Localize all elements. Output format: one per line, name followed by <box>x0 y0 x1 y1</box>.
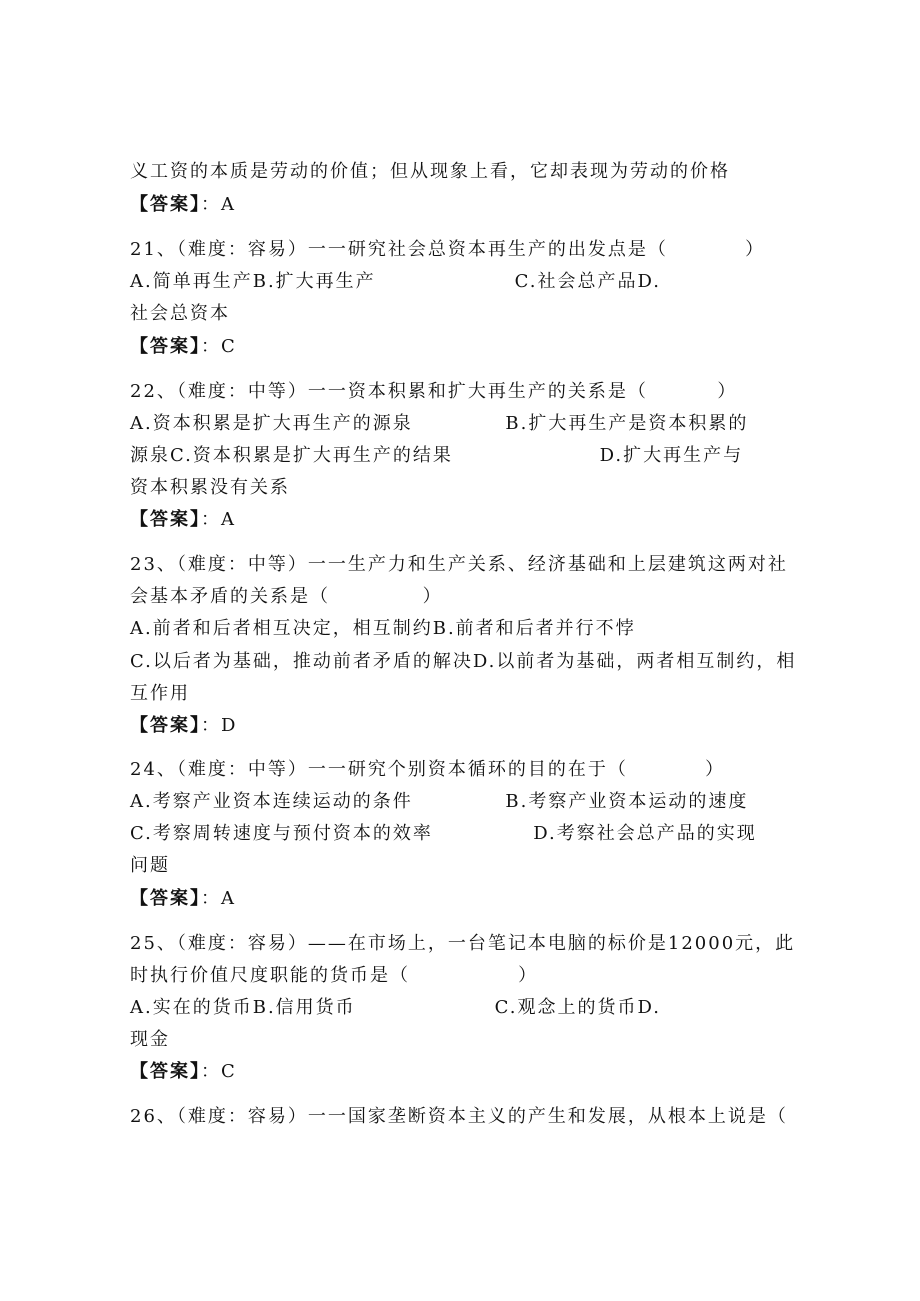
question-24-options-cont: C.考察周转速度与预付资本的效率 D.考察社会总产品的实现 <box>130 823 757 844</box>
question-23-options: A.前者和后者相互决定，相互制约B.前者和后者并行不悖 <box>130 618 636 639</box>
question-23-options-cont: C.以后者为基础，推动前者矛盾的解决D.以前者为基础，两者相互制约，相 <box>130 651 797 672</box>
question-23-answer <box>130 714 237 738</box>
question-21-options-cont: 社会总资本 <box>130 303 230 324</box>
question-23-stem-cont: 会基本矛盾的关系是（ ） <box>130 586 443 607</box>
answer-label: 【答案】 <box>130 509 201 530</box>
question-21-stem: 21、（难度：容易）一一研究社会总资本再生产的出发点是（ ） <box>130 239 766 260</box>
answer-value: ：A <box>201 509 236 530</box>
question-25-options: A.实在的货币B.信用货币 C.观念上的货币D. <box>130 997 662 1018</box>
question-21-options: A.简单再生产B.扩大再生产 C.社会总产品D. <box>130 271 662 292</box>
question-22-options-cont: 源泉C.资本积累是扩大再生产的结果 D.扩大再生产与 <box>130 445 744 466</box>
question-25-answer <box>130 1060 237 1084</box>
question-26-stem: 26、（难度：容易）一一国家垄断资本主义的产生和发展，从根本上说是（ <box>130 1106 788 1127</box>
answer-value: ：C <box>201 336 237 357</box>
answer-label: 【答案】 <box>130 336 201 357</box>
answer-value: ：A <box>201 888 236 909</box>
answer-value: ：D <box>201 715 238 736</box>
question-21-answer <box>130 335 237 359</box>
question-25-stem-cont: 时执行价值尺度职能的货币是（ ） <box>130 965 539 986</box>
question-24-options-cont2: 问题 <box>130 855 170 876</box>
answer-label: 【答案】 <box>130 194 201 215</box>
question-23-options-cont2: 互作用 <box>130 683 190 704</box>
question-22-options: A.资本积累是扩大再生产的源泉 B.扩大再生产是资本积累的 <box>130 413 749 434</box>
answer-label: 【答案】 <box>130 715 201 736</box>
question-24-answer <box>130 887 236 911</box>
question-24-options: A.考察产业资本连续运动的条件 B.考察产业资本运动的速度 <box>130 791 749 812</box>
question-25-stem: 25、（难度：容易）——在市场上，一台笔记本电脑的标价是12000元，此 <box>130 933 796 954</box>
question-22-options-cont2: 资本积累没有关系 <box>130 477 290 498</box>
question-23-stem: 23、（难度：中等）一一生产力和生产关系、经济基础和上层建筑这两对社 <box>130 554 788 575</box>
question-25-options-cont: 现金 <box>130 1029 170 1050</box>
intro-answer <box>130 193 236 217</box>
question-22-stem: 22、（难度：中等）一一资本积累和扩大再生产的关系是（ ） <box>130 381 738 402</box>
question-24-stem: 24、（难度：中等）一一研究个别资本循环的目的在于（ ） <box>130 759 726 780</box>
question-22-answer <box>130 508 236 532</box>
answer-label: 【答案】 <box>130 1061 201 1082</box>
answer-label: 【答案】 <box>130 888 201 909</box>
intro-text: 义工资的本质是劳动的价值；但从现象上看，它却表现为劳动的价格 <box>130 161 730 182</box>
answer-value: ：C <box>201 1061 237 1082</box>
answer-value: ：A <box>201 194 236 215</box>
